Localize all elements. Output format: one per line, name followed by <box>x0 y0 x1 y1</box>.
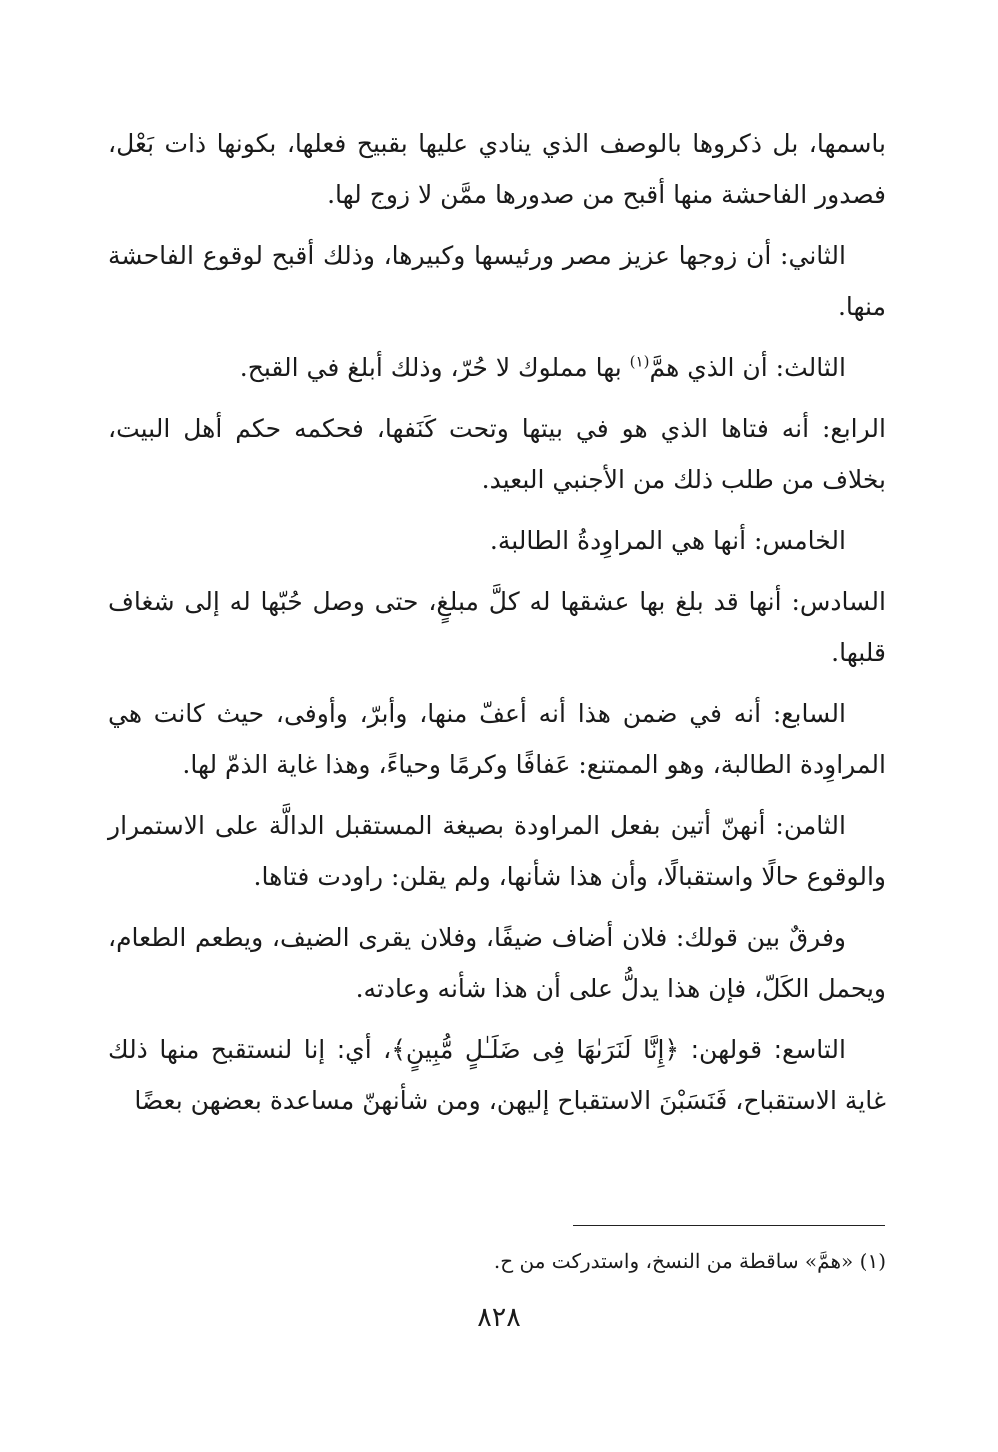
paragraph-fourth <box>108 403 886 505</box>
paragraph-text: الثامن: أنهنّ أتين بفعل المراودة بصيغة المستقبل الدالَّة على الاستمرار والوقوع حالًا واستقبالًا، وأن هذا شأنها، ولم يقلن: راودت فتاها. <box>108 811 886 891</box>
paragraph-text: الثالث: أن الذي همَّ <box>649 353 846 382</box>
main-text <box>108 118 886 1136</box>
paragraph-text: السابع: أنه في ضمن هذا أنه أعفّ منها، وأبرّ، وأوفى، حيث كانت هي المراوِدة الطالبة، وهو الممتنع: عَفافًا وكرمًا وحياءً، وهذا غاية الذمّ لها. <box>108 699 886 779</box>
paragraph-text: الثاني: أن زوجها عزيز مصر ورئيسها وكبيرها، وذلك أقبح لوقوع الفاحشة منها. <box>108 241 886 321</box>
paragraph-third <box>108 342 886 393</box>
paragraph-text: الرابع: أنه فتاها الذي هو في بيتها وتحت كَنَفها، فحكمه حكم أهل البيت، بخلاف من طلب ذلك من الأجنبي البعيد. <box>108 414 886 494</box>
paragraph-text: التاسع: قولهن: ﴿إِنَّا لَنَرَىٰهَا فِى ضَلَـٰلٍ مُّبِينٍ﴾، أي: إنا لنستقبح منها ذلك غاية الاستقباح، فَنَسَبْنَ الاستقباح إليهن، ومن شأنهنّ مساعدة بعضهن بعضًا <box>108 1035 886 1115</box>
paragraph-text: وفرقٌ بين قولك: فلان أضاف ضيفًا، وفلان يقرى الضيف، ويطعم الطعام، ويحمل الكَلّ، فإن هذا يدلُّ على أن هذا شأنه وعادته. <box>108 923 886 1003</box>
footnote-divider <box>573 1225 885 1226</box>
paragraph-ninth <box>108 912 886 1014</box>
footnote-reference: (١) <box>629 352 650 371</box>
paragraph-sixth <box>108 576 886 678</box>
page-number-text: ٨٢٨ <box>477 1302 521 1333</box>
page-number <box>0 1300 998 1336</box>
paragraph-text: باسمها، بل ذكروها بالوصف الذي ينادي عليها بقبيح فعلها، بكونها ذات بَعْل، فصدور الفاحشة منها أقبح من صدورها ممَّن لا زوج لها. <box>108 129 886 209</box>
footnote <box>108 1246 886 1276</box>
paragraph-eighth <box>108 800 886 902</box>
footnote-text: (١) «همَّ» ساقطة من النسخ، واستدركت من ح. <box>493 1249 886 1273</box>
paragraph-seventh <box>108 688 886 790</box>
paragraph-text: الخامس: أنها هي المراوِدةُ الطالبة. <box>489 526 846 555</box>
paragraph-tenth <box>108 1024 886 1126</box>
paragraph-second <box>108 230 886 332</box>
paragraph-text: بها مملوك لا حُرّ، وذلك أبلغ في القبح. <box>239 353 630 382</box>
paragraph-fifth <box>108 515 886 566</box>
paragraph-text: السادس: أنها قد بلغ بها عشقها له كلَّ مبلغٍ، حتى وصل حُبّها له إلى شغاف قلبها. <box>108 587 886 667</box>
paragraph-continuation <box>108 118 886 220</box>
